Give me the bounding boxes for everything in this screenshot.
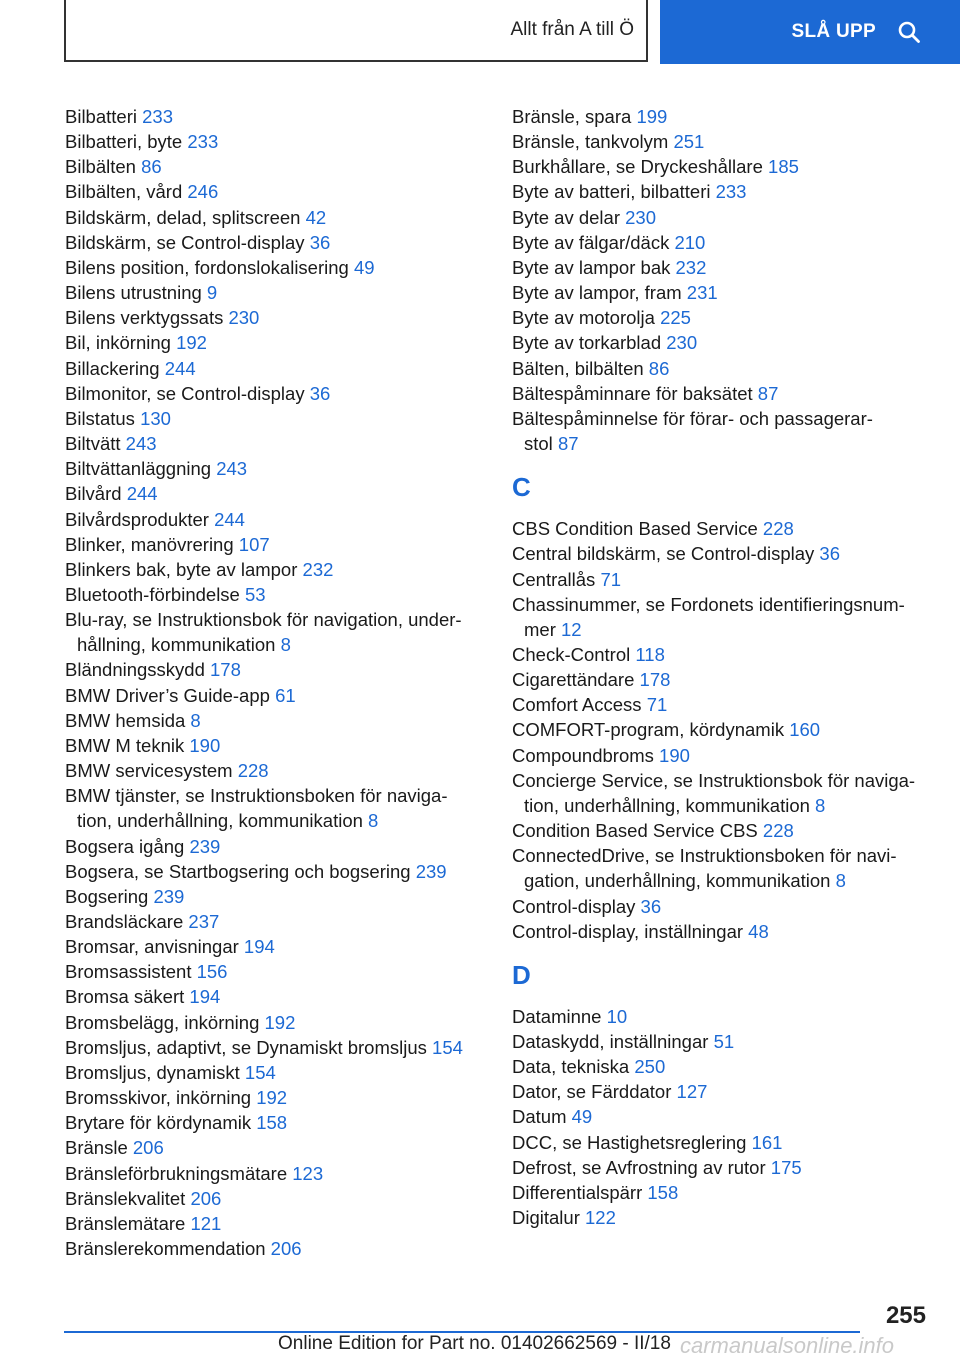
index-entry <box>65 507 485 532</box>
index-entry <box>512 743 942 768</box>
page-reference-link[interactable]: 86 <box>141 156 162 178</box>
page-reference-link[interactable]: 118 <box>635 643 665 665</box>
page-number: 255 <box>885 1302 926 1329</box>
page-reference-link[interactable]: 42 <box>305 206 327 228</box>
page-reference-link[interactable]: 36 <box>309 231 331 253</box>
index-entry <box>65 984 485 1009</box>
index-entry <box>65 230 485 255</box>
index-entry <box>512 1205 942 1230</box>
index-entry <box>65 104 485 129</box>
index-entry <box>512 567 942 592</box>
index-entry-text-continued: gation, underhållning, kommunikation <box>524 870 831 892</box>
index-entry-text: Byte av delar <box>512 206 620 228</box>
index-entry <box>65 255 485 280</box>
index-entry-text: ConnectedDrive, se Instruktionsboken för navi‐ <box>512 845 897 867</box>
index-entry-text-continued: stol <box>524 433 553 455</box>
index-entry-text: Bromsljus, adaptivt, se Dynamiskt bromsljus <box>65 1036 427 1058</box>
index-entry-text: BMW servicesystem <box>65 760 233 782</box>
index-entry-text: Bilens position, fordonslokalisering <box>65 256 349 278</box>
index-entry-text: Blinkers bak, byte av lampor <box>65 558 298 580</box>
page-reference-link[interactable]: 8 <box>815 794 826 816</box>
index-entry-text: CBS Condition Based Service <box>512 518 758 540</box>
page-reference-link[interactable]: 228 <box>762 820 794 842</box>
index-entry <box>512 592 942 642</box>
index-entry <box>65 582 485 607</box>
index-entry <box>65 909 485 934</box>
page-reference-link[interactable]: 228 <box>237 760 269 782</box>
index-entry-text: Bromsljus, dynamiskt <box>65 1061 240 1083</box>
index-entry-text: Biltvätt <box>65 433 121 455</box>
index-entry-text: Byte av batteri, bilbatteri <box>512 181 711 203</box>
index-entry-text: Bältespåminnare för baksätet <box>512 382 753 404</box>
index-entry-text: Bränsle, tankvolym <box>512 131 669 153</box>
index-entry <box>65 1085 485 1110</box>
page-reference-link[interactable]: 86 <box>648 357 670 379</box>
index-entry-text: Concierge Service, se Instruktionsbok för naviga‐ <box>512 769 916 791</box>
index-group-b <box>512 104 942 456</box>
page-reference-link[interactable]: 244 <box>214 508 245 530</box>
page-reference-link[interactable]: 156 <box>196 961 228 983</box>
page-reference-link[interactable]: 10 <box>606 1005 628 1027</box>
page-reference-link[interactable]: 206 <box>270 1238 302 1260</box>
index-entry-text-continued: hållning, kommunikation <box>77 634 276 656</box>
index-entry <box>65 1161 485 1186</box>
index-entry <box>65 1186 485 1211</box>
page-reference-link[interactable]: 107 <box>238 533 270 555</box>
index-entry-text: Blinker, manövrering <box>65 533 234 555</box>
page-reference-link[interactable]: 87 <box>757 382 779 404</box>
index-entry <box>512 129 942 154</box>
page-reference-link[interactable]: 237 <box>188 911 220 932</box>
index-entry <box>512 381 942 406</box>
page-reference-link[interactable]: 49 <box>353 256 375 278</box>
index-group-c <box>512 516 942 944</box>
index-entry <box>65 356 485 381</box>
index-entry-text: Bränsle, spara <box>512 106 632 127</box>
page-reference-link[interactable]: 194 <box>243 936 275 958</box>
page-reference-link[interactable]: 9 <box>206 282 218 304</box>
page-reference-link[interactable]: 192 <box>264 1011 296 1033</box>
index-entry-text: Bilbälten, vård <box>65 181 183 203</box>
index-entry <box>512 894 942 919</box>
index-entry <box>65 783 485 833</box>
index-entry-text: Billackering <box>65 357 160 379</box>
index-entry <box>65 1035 485 1060</box>
index-column-left <box>65 104 485 1261</box>
index-entry-text: Bältespåminnelse för förar- och passagerar‐ <box>512 407 873 429</box>
index-entry-text: Burkhållare, se Dryckeshållare <box>512 156 763 178</box>
index-entry <box>512 230 942 255</box>
index-entry <box>65 179 485 204</box>
index-entry <box>65 305 485 330</box>
page-reference-link[interactable]: 190 <box>659 744 690 766</box>
index-entry <box>512 179 942 204</box>
index-entry-text: Bälten, bilbälten <box>512 357 644 379</box>
search-label: SLÅ UPP <box>791 21 876 42</box>
index-entry <box>512 843 942 893</box>
page-reference-link[interactable]: 192 <box>256 1087 288 1109</box>
index-entry <box>65 532 485 557</box>
page-reference-link[interactable]: 206 <box>190 1187 222 1209</box>
index-entry-text: Bogsera, se Startbogsering och bogsering <box>65 860 411 882</box>
index-entry-text: Bilens utrustning <box>65 282 202 304</box>
page-reference-link[interactable]: 233 <box>142 106 173 127</box>
index-entry <box>65 834 485 859</box>
index-entry <box>65 330 485 355</box>
index-entry <box>512 692 942 717</box>
page-reference-link[interactable]: 230 <box>666 332 698 354</box>
page-reference-link[interactable]: 71 <box>600 568 622 590</box>
page-reference-link[interactable]: 206 <box>132 1137 164 1159</box>
index-entry-text: Byte av lampor bak <box>512 256 671 278</box>
index-entry <box>65 1110 485 1135</box>
index-entry-text-continued: tion, underhållning, kommunikation <box>524 794 810 816</box>
index-entry-text: Condition Based Service CBS <box>512 820 758 842</box>
index-column-right <box>512 104 942 1230</box>
index-entry <box>512 1079 942 1104</box>
index-entry-text: Bilstatus <box>65 407 135 429</box>
section-letter-c: C <box>512 472 531 503</box>
page-reference-link[interactable]: 192 <box>176 332 207 354</box>
index-entry-text: Bromsskivor, inkörning <box>65 1087 252 1109</box>
index-entry <box>65 607 485 657</box>
index-entry-text: Bromsa säkert <box>65 986 185 1008</box>
page-reference-link[interactable]: 122 <box>585 1207 616 1229</box>
index-entry-text: BMW tjänster, se Instruktionsboken för naviga‐ <box>65 785 448 807</box>
index-entry-text: Bländningsskydd <box>65 659 205 681</box>
index-entry-text-continued: tion, underhållning, kommunikation <box>77 810 363 832</box>
index-entry-text: Central bildskärm, se Control-display <box>512 543 815 565</box>
footer-edition: Online Edition for Part no. 01402662569 - II/18 <box>278 1333 671 1354</box>
index-entry <box>512 516 942 541</box>
index-entry-text: Byte av torkarblad <box>512 332 662 354</box>
index-entry <box>65 934 485 959</box>
index-entry-text: Control-display <box>512 895 636 917</box>
index-entry-text: Bildskärm, delad, splitscreen <box>65 206 301 228</box>
index-entry <box>65 859 485 884</box>
index-entry-text-continued: mer <box>524 618 556 640</box>
index-entry <box>65 1236 485 1261</box>
index-entry-text: Chassinummer, se Fordonets identifieringsnum‐ <box>512 593 905 615</box>
index-entry-text: Byte av motorolja <box>512 307 655 329</box>
page-reference-link[interactable]: 123 <box>292 1162 324 1184</box>
index-entry-text: Bilbälten <box>65 156 136 178</box>
index-entry-text: Check-Control <box>512 643 631 665</box>
page-reference-link[interactable]: 53 <box>244 583 266 605</box>
index-group-d <box>512 1004 942 1230</box>
index-entry <box>512 919 942 944</box>
page-reference-link[interactable]: 8 <box>368 810 379 832</box>
page-reference-link[interactable]: 158 <box>647 1181 679 1203</box>
index-entry-text: DCC, se Hastighetsreglering <box>512 1131 747 1153</box>
page-reference-link[interactable]: 8 <box>190 709 201 731</box>
index-entry-text: Bromsar, anvisningar <box>65 936 239 958</box>
index-entry <box>65 1010 485 1035</box>
index-entry-text: Data, tekniska <box>512 1056 630 1078</box>
index-entry <box>65 406 485 431</box>
index-entry <box>512 1180 942 1205</box>
index-entry-text: Bränslerekommendation <box>65 1238 266 1260</box>
page-reference-link[interactable]: 12 <box>561 618 582 640</box>
page-reference-link[interactable]: 36 <box>819 543 840 565</box>
index-entry-text: Bilmonitor, se Control-display <box>65 382 305 404</box>
index-entry <box>65 557 485 582</box>
index-entry-text: Brytare för kördynamik <box>65 1112 252 1134</box>
page-reference-link[interactable]: 61 <box>275 684 296 706</box>
index-entry-text: Bilbatteri, byte <box>65 131 183 153</box>
index-entry-text: Centrallås <box>512 568 596 590</box>
index-entry-text: BMW Driver’s Guide-app <box>65 684 270 706</box>
page-reference-link[interactable]: 158 <box>256 1112 288 1134</box>
index-entry <box>65 1211 485 1236</box>
page-reference-link[interactable]: 175 <box>770 1156 802 1178</box>
page-reference-link[interactable]: 36 <box>309 382 331 404</box>
index-entry <box>65 481 485 506</box>
index-entry-text: Dataskydd, inställningar <box>512 1031 709 1052</box>
index-entry <box>512 667 942 692</box>
index-entry-text: Bilvård <box>65 483 122 505</box>
index-entry <box>65 884 485 909</box>
index-entry-text: Compoundbroms <box>512 744 654 766</box>
page-reference-link[interactable]: 160 <box>789 719 821 741</box>
page-reference-link[interactable]: 127 <box>676 1081 708 1103</box>
page-reference-link[interactable]: 8 <box>835 870 846 892</box>
index-entry <box>512 356 942 381</box>
index-entry-text: Comfort Access <box>512 694 642 716</box>
index-entry <box>512 818 942 843</box>
page-reference-link[interactable]: 130 <box>140 407 171 429</box>
index-entry-text: Bilens verktygssats <box>65 307 224 329</box>
index-entry-text: Bränslemätare <box>65 1212 186 1234</box>
page-reference-link[interactable]: 232 <box>675 256 707 278</box>
page-reference-link[interactable]: 210 <box>674 231 706 253</box>
index-entry <box>512 717 942 742</box>
page-reference-link[interactable]: 178 <box>639 669 671 691</box>
page-reference-link[interactable]: 48 <box>748 920 769 942</box>
page-reference-link[interactable]: 161 <box>751 1131 783 1153</box>
page-reference-link[interactable]: 36 <box>640 895 662 917</box>
index-entry-text: Bromsbelägg, inkörning <box>65 1011 260 1033</box>
index-entry-text: Dataminne <box>512 1005 602 1027</box>
index-entry-text: Blu-ray, se Instruktionsbok för navigation, under‐ <box>65 609 462 631</box>
index-entry-text: Digitalur <box>512 1207 580 1229</box>
a-to-z-label: Allt från A till Ö <box>510 19 634 40</box>
index-entry <box>65 758 485 783</box>
page-reference-link[interactable]: 232 <box>302 558 334 580</box>
index-entry <box>65 1060 485 1085</box>
index-entry <box>65 280 485 305</box>
page-reference-link[interactable]: 185 <box>768 156 799 178</box>
index-entry-text: Bromsassistent <box>65 961 192 983</box>
index-entry <box>512 768 942 818</box>
index-entry <box>512 1054 942 1079</box>
watermark: carmanualsonline.info <box>680 1333 895 1358</box>
page-reference-link[interactable]: 246 <box>187 181 219 203</box>
index-entry <box>512 255 942 280</box>
index-entry <box>512 280 942 305</box>
index-entry-text: Control-display, inställningar <box>512 920 744 942</box>
index-entry <box>65 959 485 984</box>
index-entry-text: Bränsleförbrukningsmätare <box>65 1162 288 1184</box>
index-entry <box>512 104 942 129</box>
page-reference-link[interactable]: 230 <box>625 206 656 228</box>
index-entry <box>512 1004 942 1029</box>
index-entry-text: Bränsle <box>65 1137 128 1159</box>
index-entry-text: Bogsera igång <box>65 835 185 857</box>
index-entry-text: COMFORT-program, kördynamik <box>512 719 785 741</box>
index-entry <box>65 733 485 758</box>
index-entry-text: Byte av lampor, fram <box>512 282 682 304</box>
page-reference-link[interactable]: 244 <box>126 483 158 505</box>
page-reference-link[interactable]: 233 <box>715 181 747 203</box>
index-entry-text: Bilbatteri <box>65 106 137 127</box>
page-reference-link[interactable]: 49 <box>571 1106 593 1128</box>
index-entry <box>512 1155 942 1180</box>
index-entry <box>65 205 485 230</box>
index-entry <box>65 1135 485 1160</box>
page-reference-link[interactable]: 121 <box>190 1212 222 1234</box>
index-entry <box>65 708 485 733</box>
page-reference-link[interactable]: 178 <box>210 659 241 681</box>
index-entry-text: BMW M teknik <box>65 734 185 756</box>
index-entry <box>65 129 485 154</box>
index-entry <box>512 541 942 566</box>
page-reference-link[interactable]: 231 <box>686 282 718 304</box>
index-entry-text: Datum <box>512 1106 567 1128</box>
page-reference-link[interactable]: 199 <box>636 106 668 127</box>
page-reference-link[interactable]: 228 <box>762 518 794 540</box>
page-reference-link[interactable]: 239 <box>189 835 221 857</box>
index-entry <box>512 1104 942 1129</box>
index-entry <box>512 305 942 330</box>
index-entry-text: Cigarettändare <box>512 669 635 691</box>
page-reference-link[interactable]: 8 <box>280 634 291 656</box>
page-reference-link[interactable]: 194 <box>189 986 221 1008</box>
page-reference-link[interactable]: 225 <box>660 307 691 329</box>
index-entry-text: Differentialspärr <box>512 1181 643 1203</box>
index-entry-text: Bränslekvalitet <box>65 1187 186 1209</box>
page-reference-link[interactable]: 239 <box>415 860 447 882</box>
index-entry <box>512 1029 942 1054</box>
page-reference-link[interactable]: 233 <box>187 131 219 153</box>
index-entry-text: Bildskärm, se Control-display <box>65 231 305 253</box>
page-reference-link[interactable]: 154 <box>244 1061 276 1083</box>
index-entry-text: BMW hemsida <box>65 709 186 731</box>
page-reference-link[interactable]: 51 <box>713 1031 735 1052</box>
index-entry-text: Bilvårdsprodukter <box>65 508 209 530</box>
page-reference-link[interactable]: 250 <box>634 1056 666 1078</box>
page-reference-link[interactable]: 71 <box>646 694 668 716</box>
section-letter-d: D <box>512 959 531 990</box>
index-entry <box>65 154 485 179</box>
page-reference-link[interactable]: 243 <box>216 458 248 480</box>
page-reference-link[interactable]: 154 <box>432 1036 463 1058</box>
search-icon <box>898 21 920 43</box>
page-reference-link[interactable]: 230 <box>228 307 260 329</box>
index-entry <box>512 205 942 230</box>
index-entry <box>65 381 485 406</box>
index-entry <box>65 431 485 456</box>
index-entry <box>512 330 942 355</box>
page-reference-link[interactable]: 244 <box>164 357 196 379</box>
index-entry-text: Bluetooth-förbindelse <box>65 583 240 605</box>
index-entry-text: Biltvättanläggning <box>65 458 212 480</box>
index-entry-text: Brandsläckare <box>65 911 184 932</box>
page-reference-link[interactable]: 239 <box>153 885 185 907</box>
index-entry <box>65 683 485 708</box>
index-entry-text: Defrost, se Avfrostning av rutor <box>512 1156 766 1178</box>
index-entry <box>512 1130 942 1155</box>
page-reference-link[interactable]: 87 <box>557 433 579 455</box>
search-button[interactable] <box>660 0 960 64</box>
index-entry-text: Byte av fälgar/däck <box>512 231 670 253</box>
index-entry-text: Dator, se Färddator <box>512 1081 672 1103</box>
page-reference-link[interactable]: 190 <box>189 734 221 756</box>
index-entry-text: Bogsering <box>65 885 149 907</box>
page-reference-link[interactable]: 251 <box>673 131 705 153</box>
a-to-z-tab[interactable] <box>64 0 648 62</box>
index-entry <box>512 642 942 667</box>
index-entry <box>512 406 942 456</box>
page-reference-link[interactable]: 243 <box>125 433 157 455</box>
index-entry <box>65 657 485 682</box>
top-navigation <box>0 0 960 66</box>
index-entry-text: Bil, inkörning <box>65 332 171 354</box>
index-entry <box>512 154 942 179</box>
index-entry <box>65 456 485 481</box>
